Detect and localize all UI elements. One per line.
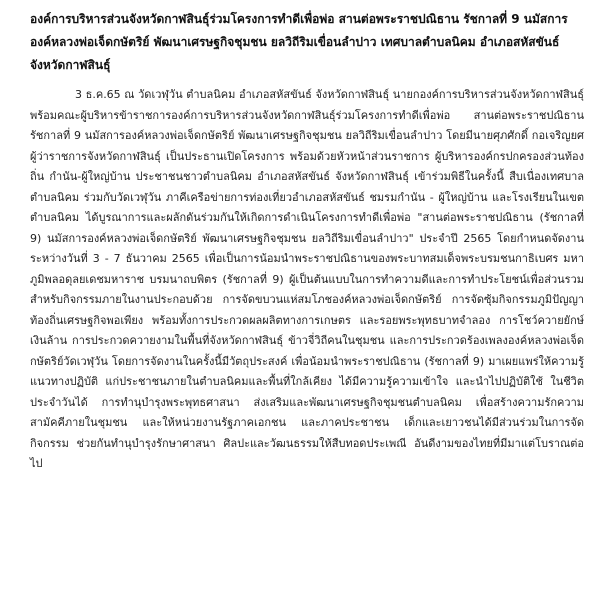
article-headline: องค์การบริหารส่วนจังหวัดกาฬสินธุ์ร่วมโครงการทำดีเพื่อพ่อ สานต่อพระราชปณิธาน รัชกาลที่ 9 นมัสการองค์หลวงพ่อเจ็ดกษัตริย์ พัฒนาเศรษฐกิจชุมชน ยลวิถีริมเขื่อนลำปาว เทศบาลตำบลนิคม อำเภอสหัสขันธ์ จังหวัดกาฬสินธุ์	[30, 12, 568, 72]
article-body: 3 ธ.ค.65 ณ วัดเวฬุวัน ตำบลนิคม อำเภอสหัสขันธ์ จังหวัดกาฬสินธุ์ นายกองค์การบริหารส่วนจังหวัดกาฬสินธุ์ พร้อมคณะผู้บริหารข้าราชการองค์การบริหารส่วนจังหวัดกาฬสินธุ์ร่วมโครงการทำดีเพื่อพ่อ สานต่อพระราชปณิธาน รัชกาลที่ 9 นมัสการองค์หลวงพ่อเจ็ดกษัตริย์ พัฒนาเศรษฐกิจชุมชน ยลวิถีริมเขื่อนลำปาว โดยมีนายศุภศักดิ์ กอเจริญยศ ผู้ว่าราชการจังหวัดกาฬสินธุ์ เป็นประธานเปิดโครงการ พร้อมด้วยหัวหน้าส่วนราชการ ผู้บริหารองค์กรปกครองส่วนท้องถิ่น กำนัน-ผู้ใหญ่บ้าน ประชาชนชาวตำบลนิคม อำเภอสหัสขันธ์ จังหวัดกาฬสินธุ์ เข้าร่วมพิธีในครั้งนี้ สืบเนื่องเทศบาลตำบลนิคม ร่วมกับวัดเวฬุวัน ภาคีเครือข่ายการท่องเที่ยวอำเภอสหัสขันธ์ ชมรมกำนัน - ผู้ใหญ่บ้าน และโรงเรียนในเขตตำบลนิคม ได้บูรณาการและผลักดันร่วมกันให้เกิดการดำเนินโครงการทำดีเพื่อพ่อ "สานต่อพระราชปณิธาน (รัชกาลที่ 9) นมัสการองค์หลวงพ่อเจ็ดกษัตริย์ พัฒนาเศรษฐกิจชุมชน ยลวิถีริมเขื่อนลำปาว" ประจำปี 2565 โดยกำหนดจัดงานระหว่างวันที่ 3 - 7 ธันวาคม 2565 เพื่อเป็นการน้อมนำพระราชปณิธานของพระบาทสมเด็จพระบรมชนกาธิเบศร มหาภูมิพลอดุลยเดชมหาราช บรมนาถบพิตร (รัชกาลที่ 9) ผู้เป็นต้นแบบในการทำความดีและการทำประโยชน์เพื่อส่วนรวม สำหรับกิจกรรมภายในงานประกอบด้วย การจัดขบวนแห่สมโภชองค์หลวงพ่อเจ็ดกษัตริย์ การจัดซุ้มกิจกรรมภูมิปัญญาท้องถิ่นเศรษฐกิจพอเพียง พร้อมทั้งการประกวดผลผลิตทางการเกษตร และรอยพระพุทธบาทจำลอง การโชว์ควายยักษ์เงินล้าน การประกวดควายงามในพื้นที่จังหวัดกาฬสินธุ์ ข้าวจี่วิถีคนในชุมชน และการประกวดร้องเพลงองค์หลวงพ่อเจ็ดกษัตริย์วัดเวฬุวัน โดยการจัดงานในครั้งนี้มีวัตถุประสงค์ เพื่อน้อมนำพระราชปณิธาน (รัชกาลที่ 9) มาเผยแพร่ให้ความรู้แนวทางปฏิบัติ แก่ประชาชนภายในตำบลนิคมและพื้นที่ใกล้เคียง ได้มีความรู้ความเข้าใจ และนำไปปฏิบัติใช้ ในชีวิตประจำวันได้ การทำนุบำรุงพระพุทธศาสนา ส่งเสริมและพัฒนาเศรษฐกิจชุมชนตำบลนิคม เพื่อสร้างความรักความสามัคคีภายในชุมชน และให้หน่วยงานรัฐภาคเอกชน และภาคประชาชน เด็กและเยาวชนได้มีส่วนร่วมในการจัดกิจกรรม ช่วยกันทำนุบำรุงรักษาศาสนา ศิลปะและวัฒนธรรมให้สืบทอดประเพณี อันดีงามของไทยที่มีมาแต่โบราณต่อไป	[30, 88, 584, 470]
